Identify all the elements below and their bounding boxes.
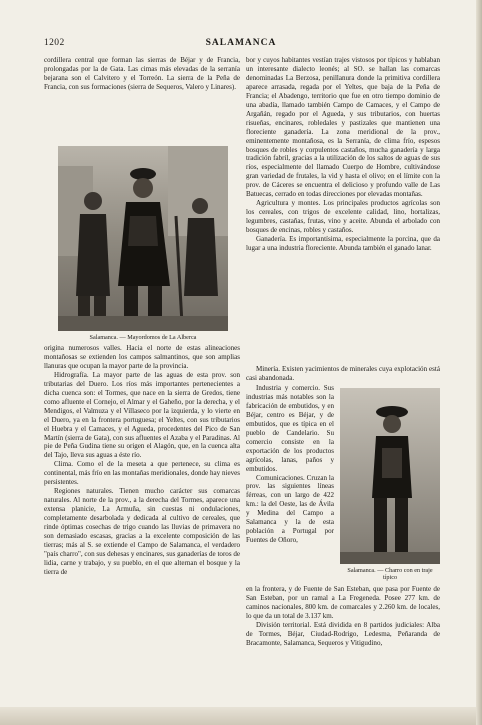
page-number: 1202 [44,38,65,48]
photo-mayordomos-image [58,146,228,331]
caption-text: — Charro con en traje típico [377,567,433,582]
right-paragraph-caminos: en la frontera, y de Fuente de San Esteban, que pasa por Fuente de San Esteban, por un ramal a La Fregeneda. Posee 277 km. de caminos nacionales, 800 km. de comarcales y 2.260 km. de locales, lo que da un total de 3.137 km. [246,585,440,620]
page-bottom-edge [0,707,482,725]
right-paragraph-industria: Industria y comercio. Sus industrias más notables son la fabricación de embutidos, y en Béjar, centro es Béjar, y de embutidos, que es típica en el pueblo de Candelario. Su comercio consiste en la exportación de los productos agrícolas, lanas, paños y embutidos. [246,384,334,473]
left-paragraph-regiones: Regiones naturales. Tienen mucho carácter sus comarcas naturales. Al norte de la prov., a la derecha del Tormes, aparece una extensa planicie, La Armuña, sin cuestas ni ondulaciones, completamente desarbolada y dedicada al cultivo de cereales, que rinde óptimas cosechas de trigo cuando las lluvias de primavera no son demasiado escasas, gracias a la excelente composición de las tierras; más al S. se extiende el Campo de Salamanca, el verdadero "país charro", con sus dehesas y encinares, sus ganaderías de toros de lidia, carne y trabajo, y su pueblo, en el que alternan el bosque y la tierra de [44,487,240,576]
left-paragraph-valles: origina numerosos valles. Hacia el norte de estas alineaciones montañosas se extienden los campos salmantinos, que son amplias llanuras que ocupan la mayor parte de la provincia. [44,344,240,370]
photo-charro-image [340,388,440,564]
left-top-paragraph: cordillera central que forman las sierras de Béjar y de Francia, prolongadas por la de Gata. Las cimas más elevadas de la serranía bejarana son el Calvitero y el Torreón. La sierra de la Peña de Francia, con sus formaciones (sierra de Sequeros, Valero y Linares). [44,56,240,91]
right-paragraph-agricultura: Agricultura y montes. Los principales productos agrícolas son los cereales, con trigos de excelente calidad, lino, hortalizas, legumbres, castañas, frutas, vino y aceite. Abunda el arbolado con bosques de encinas, robles y castaños. [246,199,440,235]
caption-place: Salamanca. [89,334,118,341]
right-paragraph-division: División territorial. Está dividida en 8 partidos judiciales: Alba de Tormes, Béjar, Ciudad-Rodrigo, Ledesma, Peñaranda de Bracamonte, Salamanca, Sequeros y Vitigudino, [246,620,440,647]
photo-mayordomos [58,146,228,331]
right-column-top [246,56,440,364]
right-paragraph-comunicaciones: Comunicaciones. Cruzan la prov. las siguientes líneas férreas, con un largo de 422 km.: la del Oeste, las de Ávila y Medina del Campo a Salamanca y la de esta población a Portugal por Fuentes de Oñoro, [246,473,334,545]
photo-mayordomos-caption [58,334,228,341]
right-paragraph-comarcas: bor y cuyos habitantes vestían trajes vistosos por típicos y hablaban un interesante dialecto leonés; al SO. se hallan las comarcas denominadas La Berzosa, penillanura donde la primitiva cordillera aparece arrasada, regada por el Yeltes, que baja de la Peña de Francia; el Abadengo, territorio que fue en otro tiempo dominio de una abadía, llamado también Campo de Camaces, y el Campo de Argañán, regado por el Agueda, y sus tributarios, con huertas risueñas, encinares, robledales y pastizales que mantienen una floreciente ganadería. La zona meridional de la prov., eminentemente montañosa, es la Serranía, de clima frío, espesos bosques de robles y corpulentos castaños, mucha ganadería y larga tradición fabril, gracias a la utilización de los saltos de aguas de sus ríos, especialmente del llamado Cuerpo de Hombre, cultivándose gran variedad de frutales, la vid y hasta el olivo; en el límite con la prov. de Cáceres se encuentra el delicioso y profundo valle de Las Batuecas, cerrado en todas direcciones por elevadas montañas. [246,56,440,199]
left-paragraph-hidrografia: Hidrografía. La mayor parte de las aguas de esta prov. son tributarias del Duero. Los ríos más importantes pertenecientes a dicha cuenca son: el Tormes, que nace en la sierra de Gredos, tiene como afluente el Cornejo, el Almar y el Gaheño, por la derecha, y el Mendigos, el Valmuza y el Villaseco por la izquierda, y lo vierte en el Duero, ya en la frontera portuguesa; el Yeltes, con sus tributarios el Huebra y el Camaces, y el Agueda, procedentes del Pico de San Martín (sierra de Gata), con sus afluentes el Azaba y el Paradinas. Al pie de Peña Gudina tiene su origen el Alagón, que, en la cuenca alta del Tajo, lleva sus aguas a éste río. [44,370,240,460]
page-title: SALAMANCA [205,38,277,48]
page-header [44,38,438,52]
right-column-bottom [246,585,440,707]
right-paragraph-mineria: Minería. Existen yacimientos de minerales cuya explotación está casi abandonada. [246,365,440,382]
left-column-bottom [44,344,240,706]
photo-charro [340,388,440,564]
right-column-mineria [246,365,440,383]
page-right-edge [476,0,482,725]
caption-place: Salamanca. [347,567,376,574]
left-paragraph-clima: Clima. Como el de la meseta a que pertenece, su clima es continental, más frío en las montañas meridionales, donde hay nieves persistentes. [44,460,240,487]
right-paragraph-ganaderia: Ganadería. Es importantísima, especialmente la porcina, que da lugar a una industria floreciente. Abunda también el ganado lanar. [246,235,440,253]
photo-charro-caption [340,567,440,582]
left-column-top [44,56,240,138]
caption-text: — Mayordomos de La Alberca [119,334,197,341]
right-column-narrow [246,384,334,574]
